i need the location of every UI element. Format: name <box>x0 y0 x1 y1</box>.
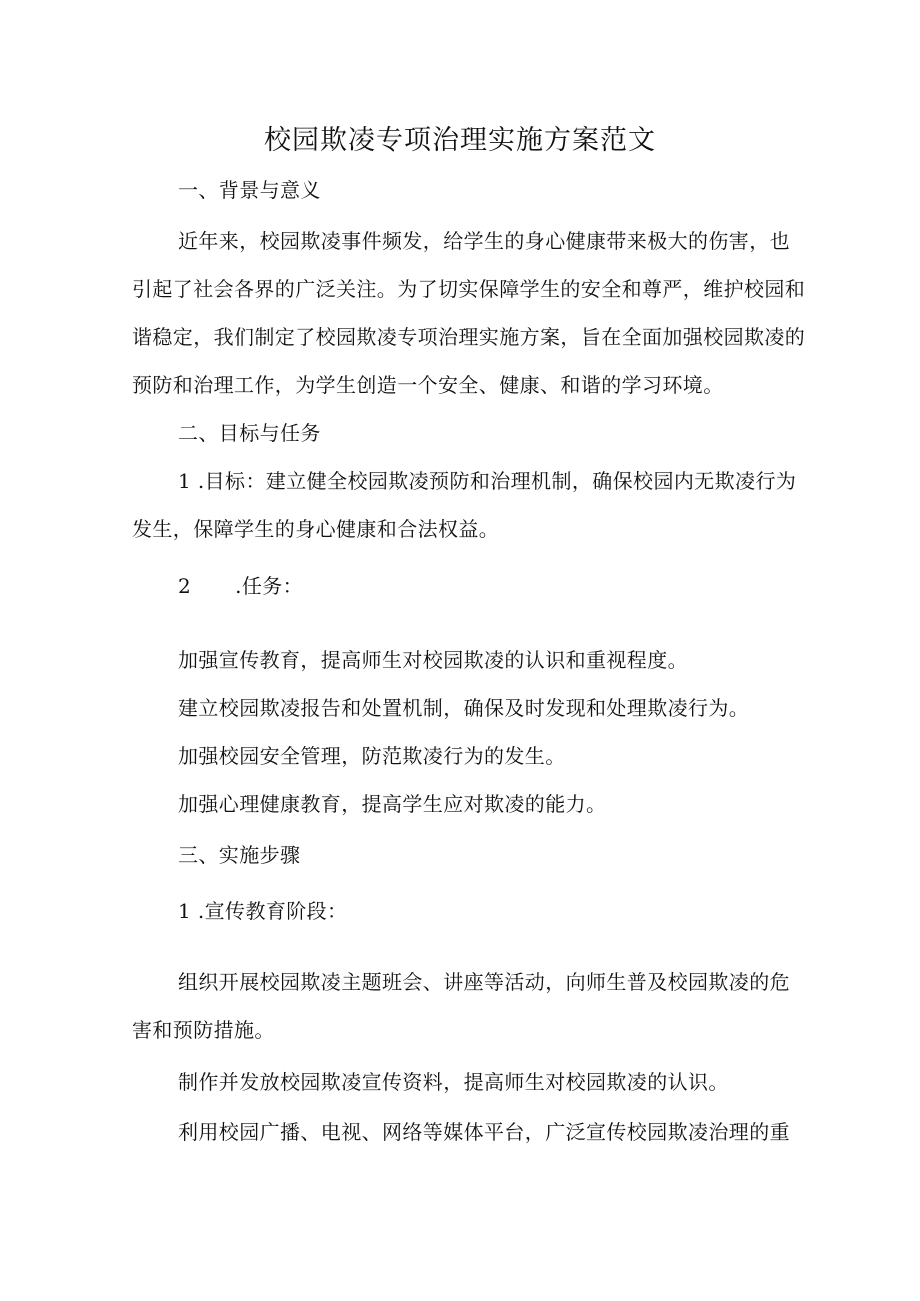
step-item-continued: 害和预防措施。 <box>132 1018 275 1042</box>
goal-line-continued: 发生，保障学生的身心健康和合法权益。 <box>132 517 500 541</box>
task-item: 加强校园安全管理，防范欺凌行为的发生。 <box>178 744 566 768</box>
task-item: 加强宣传教育，提高师生对校园欺凌的认识和重视程度。 <box>178 648 688 672</box>
document-title: 校园欺凌专项治理实施方案范文 <box>264 125 656 156</box>
task-item: 加强心理健康教育，提高学生应对欺凌的能力。 <box>178 792 607 816</box>
goal-text: .目标：建立健全校园欺凌预防和治理机制，确保校园内无欺凌行为 <box>197 469 797 493</box>
task-item: 建立校园欺凌报告和处置机制，确保及时发现和处理欺凌行为。 <box>178 696 750 720</box>
goal-line <box>178 469 796 493</box>
section-heading-goals: 二、目标与任务 <box>178 421 321 445</box>
section-heading-steps: 三、实施步骤 <box>178 843 301 867</box>
paragraph-line: 近年来，校园欺凌事件频发，给学生的身心健康带来极大的伤害，也 <box>178 229 790 253</box>
paragraph-line: 预防和治理工作，为学生创造一个安全、健康、和谐的学习环境。 <box>132 373 724 397</box>
step-item: 组织开展校园欺凌主题班会、讲座等活动，向师生普及校园欺凌的危 <box>178 970 790 994</box>
section-heading-background: 一、背景与意义 <box>178 178 321 202</box>
step-item: 利用校园广播、电视、网络等媒体平台，广泛宣传校园欺凌治理的重 <box>178 1120 790 1144</box>
step-label: .宣传教育阶段： <box>197 899 348 923</box>
step-number: 1 <box>178 899 192 923</box>
paragraph-line: 谐稳定，我们制定了校园欺凌专项治理实施方案，旨在全面加强校园欺凌的 <box>132 325 806 349</box>
task-number: 2 <box>178 574 192 598</box>
task-label-line <box>178 574 303 598</box>
step-item: 制作并发放校园欺凌宣传资料，提高师生对校园欺凌的认识。 <box>178 1070 729 1094</box>
task-label: .任务： <box>235 574 304 598</box>
goal-number: 1 <box>178 469 192 493</box>
paragraph-line: 引起了社会各界的广泛关注。为了切实保障学生的安全和尊严，维护校园和 <box>132 277 806 301</box>
step-label-line <box>178 899 347 923</box>
